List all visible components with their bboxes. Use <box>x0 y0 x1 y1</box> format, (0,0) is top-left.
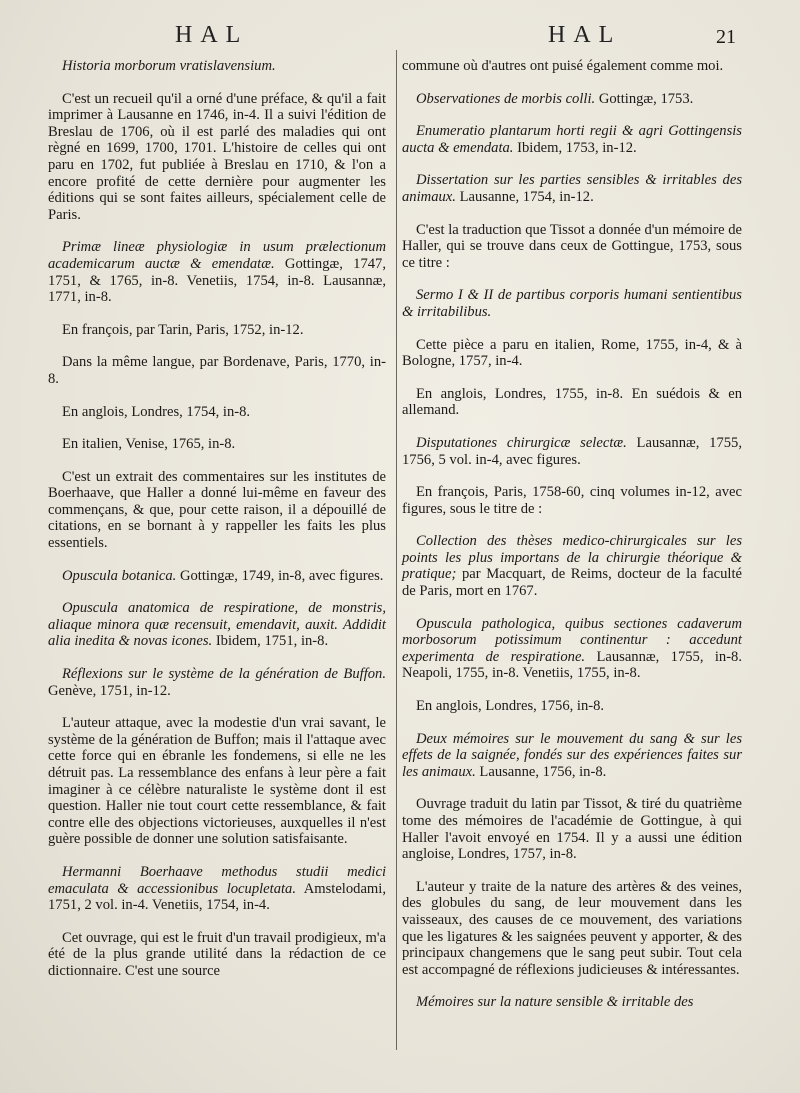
right-column <box>402 58 742 1027</box>
entry-title: Enumeratio plantarum horti regii & agri Gottingensis aucta & emendata. <box>402 123 742 156</box>
entry <box>48 666 386 699</box>
entry <box>48 58 386 75</box>
entry-text: Gottingæ, 1753. <box>595 90 694 107</box>
entry-text: Gottingæ, 1749, in-8, avec figures. <box>176 567 384 584</box>
entry-text: Lausanne, 1756, in-8. <box>475 763 607 780</box>
entry-text: Ibidem, 1753, in-12. <box>513 139 637 156</box>
left-column <box>48 58 386 996</box>
entry <box>48 864 386 914</box>
entry <box>402 698 742 715</box>
running-head-left: HAL <box>175 22 249 48</box>
entry <box>402 616 742 682</box>
entry <box>402 91 742 108</box>
entry-title: Réflexions sur le système de la génération de Buffon. <box>62 666 386 683</box>
entry <box>48 354 386 387</box>
entry-text: Cette pièce a paru en italien, Rome, 1755, in-4, & à Bologne, 1757, in-4. <box>402 336 742 370</box>
entry-text: C'est un extrait des commentaires sur les institutes de Boerhaave, que Haller a donné lui-même en faveur des commençans, & que, pour cette raison, il a dépouillé de citations, en se bornant à y rappeller les faits les plus essentiels. <box>48 468 386 552</box>
entry <box>402 533 742 599</box>
entry-title: Disputationes chirurgicæ selectæ. <box>416 434 627 451</box>
entry-text: Dans la même langue, par Bordenave, Paris, 1770, in-8. <box>48 354 386 387</box>
entry <box>48 239 386 305</box>
entry-text: Amstelodami, 1751, 2 vol. in-4. Venetiis, 1754, in-4. <box>48 880 386 914</box>
entry-text: En françois, par Tarin, Paris, 1752, in-12. <box>62 321 304 338</box>
entry <box>402 287 742 320</box>
entry <box>48 568 386 585</box>
entry-title: Hermanni Boerhaave methodus studii medici emaculata & accessionibus locupletata. <box>48 863 386 897</box>
entry <box>48 91 386 224</box>
entry <box>402 731 742 781</box>
entry <box>402 337 742 370</box>
entry <box>402 994 742 1011</box>
entry <box>48 600 386 650</box>
entry-text: L'auteur y traite de la nature des artères & des veines, des globules du sang, de leur mouvement dans les vaisseaux, des causes de ce mouvement, des variations que les ligatures & les saignées peuvent y apporter, & des principaux changemens que le sang peut subir. Tout cela est accompagné de réflexions judicieuses & intéressantes. <box>402 878 742 978</box>
entry-text: par Macquart, de Reims, docteur de la faculté de Paris, mort en 1767. <box>402 566 742 600</box>
entry-title: Primæ lineæ physiologiæ in usum prælectionum academicarum auctæ & emendatæ. <box>48 239 386 272</box>
entry <box>48 436 386 453</box>
entry-title: Observationes de morbis colli. <box>416 90 596 107</box>
entry-title: Deux mémoires sur le mouvement du sang & sur les effets de la saignée, fondés sur des expériences faites sur les animaux. <box>402 730 742 780</box>
entry-text: Lausannæ, 1755, in-8. Neapoli, 1755, in-8. Venetiis, 1755, in-8. <box>402 648 743 682</box>
entry <box>48 469 386 552</box>
entry <box>402 386 742 419</box>
entry-title: Historia morborum vratislavensium. <box>62 58 276 74</box>
entry-text: En françois, Paris, 1758-60, cinq volumes in-12, avec figures, sous le titre de : <box>402 484 742 517</box>
entry-text: Cet ouvrage, qui est le fruit d'un travail prodigieux, m'a été de la plus grande utilité dans la rédaction de ce dictionnaire. C'est une source <box>48 929 386 979</box>
entry <box>402 879 742 979</box>
entry-text: En anglois, Londres, 1756, in-8. <box>416 698 605 715</box>
entry <box>402 58 742 75</box>
entry <box>402 484 742 517</box>
entry-title: Dissertation sur les parties sensibles & irritables des animaux. <box>402 172 742 205</box>
entry-title: Sermo I & II de partibus corporis humani sentientibus & irritabilibus. <box>402 287 742 320</box>
entry <box>48 322 386 339</box>
entry-text: Ibidem, 1751, in-8. <box>212 633 329 650</box>
entry-title: Opuscula pathologica, quibus sectiones cadaverum morbosorum potissimum continentur : accedunt experimenta de respiratione. <box>402 615 742 665</box>
entry <box>48 404 386 421</box>
entry-text: Lausannæ, 1755, 1756, 5 vol. in-4, avec figures. <box>402 434 742 468</box>
entry-text: En anglois, Londres, 1755, in-8. En suédois & en allemand. <box>402 385 742 419</box>
entry-text: En italien, Venise, 1765, in-8. <box>62 436 236 453</box>
running-head-right: HAL <box>548 22 622 48</box>
entry-title: Opuscula botanica. <box>62 567 177 584</box>
entry-title: Collection des thèses medico-chirurgicales sur les points les plus importans de la chirurgie théorique & pratique; <box>402 533 742 583</box>
entry-text: Lausanne, 1754, in-12. <box>455 188 594 205</box>
entry-text: Gottingæ, 1747, 1751, & 1765, in-8. Venetiis, 1754, in-8. Lausannæ, 1771, in-8. <box>48 255 387 306</box>
entry-text: En anglois, Londres, 1754, in-8. <box>62 403 251 420</box>
column-divider <box>396 50 397 1050</box>
entry <box>402 222 742 272</box>
entry-text: Ouvrage traduit du latin par Tissot, & tiré du quatrième tome des mémoires de l'académie de Gottingue, à qui Haller l'avoit envoyé en 1754. Il y a aussi une édition angloise, Londres, 1757, in-8. <box>402 796 742 863</box>
entry-title: Opuscula anatomica de respiratione, de monstris, aliaque minora quæ recensuit, emendavit, auxit. Addidit alia inedita & novas icones. <box>48 600 386 650</box>
page-number: 21 <box>716 26 736 48</box>
entry <box>402 435 742 468</box>
entry-text: L'auteur attaque, avec la modestie d'un vrai savant, le système de la génération de Buffon; mais il l'attaque avec cette force qui en ébranle les fondemens, si elle ne les détruit pas. La ressemblance des enfans à leur père a fait imaginer à ce célèbre naturaliste le système dont il est question. Haller nie tout court cette ressemblance, & fait contre elle des objections victorieuses, auxquelles il n'est guère possible de donner une solution satisfaisante. <box>48 715 386 848</box>
entry <box>48 930 386 980</box>
entry-text: C'est la traduction que Tissot a donnée d'un mémoire de Haller, qui se trouve dans ceux de Gottingue, 1753, sous ce titre : <box>402 221 742 271</box>
entry-text: Genève, 1751, in-12. <box>48 682 171 699</box>
entry <box>48 715 386 848</box>
entry <box>402 796 742 862</box>
entry <box>402 123 742 156</box>
entry <box>402 172 742 205</box>
entry-title: Mémoires sur la nature sensible & irritable des <box>416 994 694 1011</box>
entry-text: C'est un recueil qu'il a orné d'une préface, & qu'il a fait imprimer à Lausanne en 1746, in-4. Il a suivi l'édition de Breslau de 1706, où il est parlé des maladies qui ont règné en 1699, 1700, 1701. L'histoire de celles qui ont paru en 1702, fut publiée à Breslau en 1710, & l'on a encore profité de cette dernière pour augmenter les éditions qui se sont faites ailleurs, spécialement celle de Paris. <box>48 90 386 223</box>
entry-text: commune où d'autres ont puisé également comme moi. <box>402 58 724 74</box>
